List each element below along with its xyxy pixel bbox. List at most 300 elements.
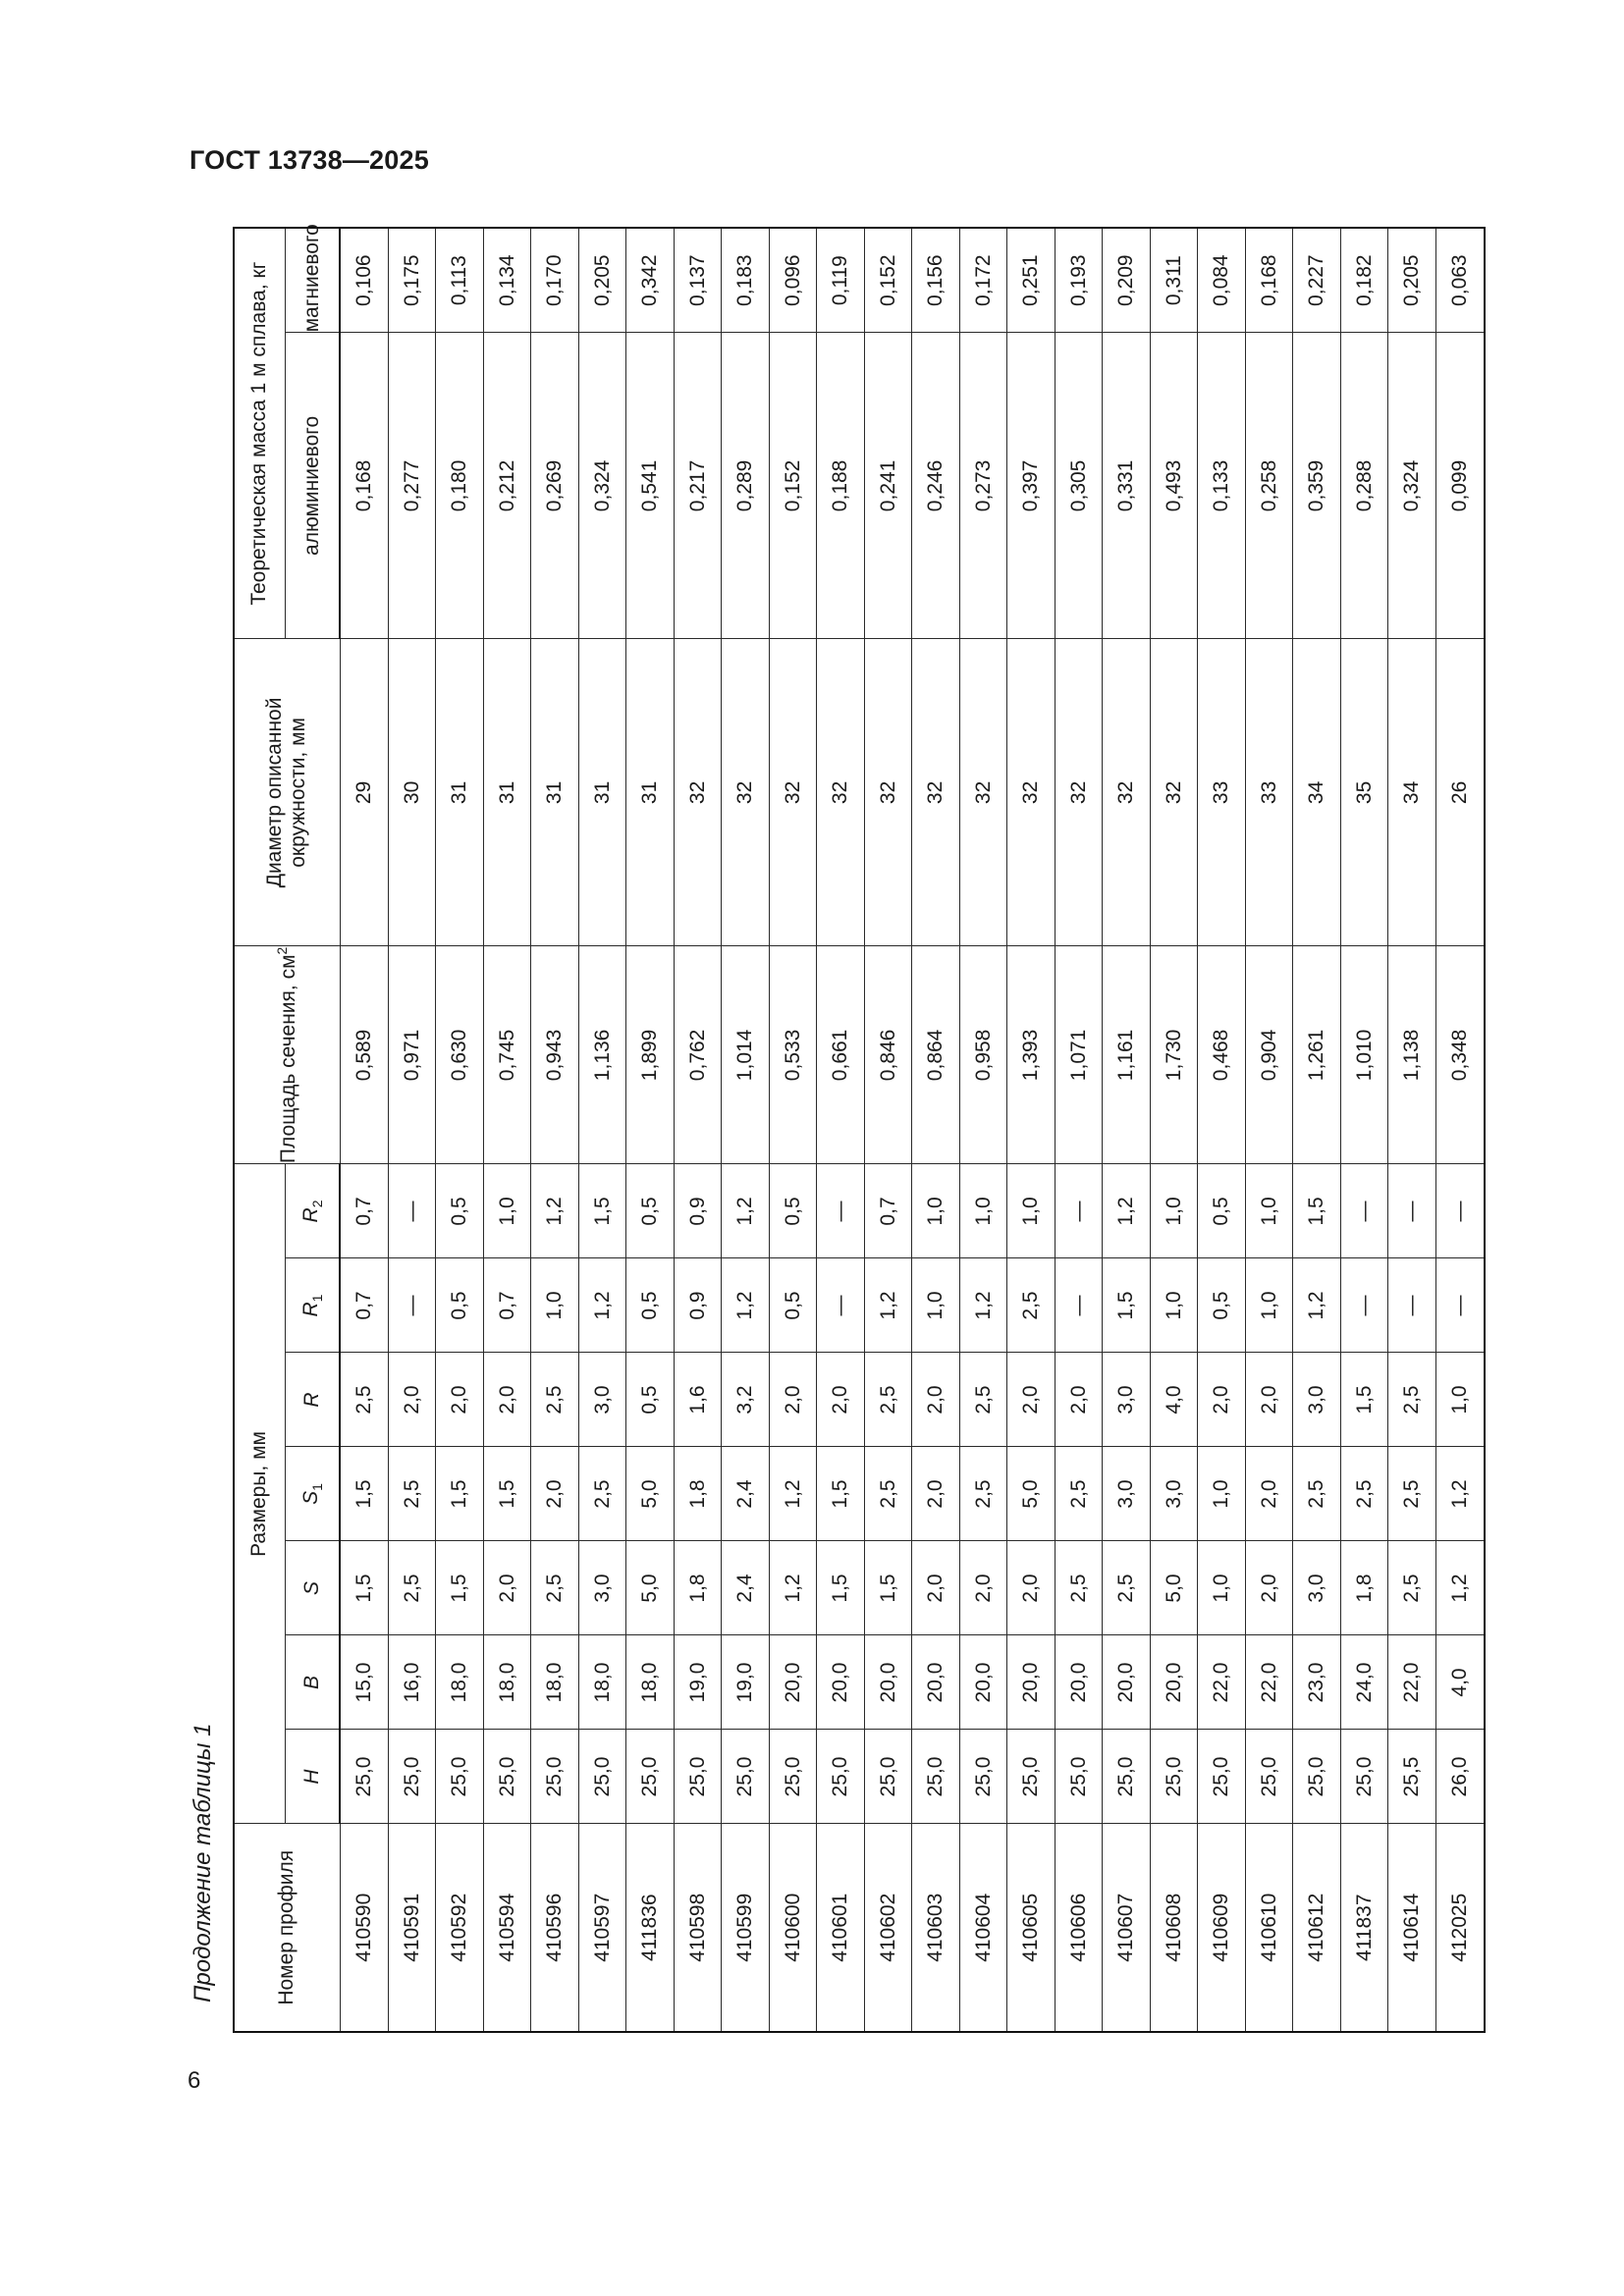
cell-r2: — bbox=[1435, 1164, 1485, 1258]
header-s: S bbox=[285, 1541, 340, 1635]
cell-profile-number: 412025 bbox=[1435, 1824, 1485, 2032]
cell-r2: — bbox=[1388, 1164, 1436, 1258]
cell-profile-number: 410597 bbox=[578, 1824, 626, 2032]
cell-diameter: 32 bbox=[722, 639, 770, 946]
cell-r1: 0,5 bbox=[1198, 1258, 1246, 1353]
cell-r1: 1,2 bbox=[864, 1258, 912, 1353]
cell-diameter: 32 bbox=[1150, 639, 1198, 946]
cell-s: 1,2 bbox=[769, 1541, 817, 1635]
header-mass: Теоретическая масса 1 м сплава, кг bbox=[234, 228, 285, 639]
table-row bbox=[817, 228, 865, 2032]
table-body bbox=[340, 228, 1485, 2032]
cell-r2: 1,5 bbox=[1293, 1164, 1341, 1258]
cell-b: 22,0 bbox=[1198, 1635, 1246, 1730]
cell-b: 16,0 bbox=[388, 1635, 436, 1730]
cell-s1: 1,2 bbox=[1435, 1447, 1485, 1541]
cell-s1: 2,5 bbox=[1340, 1447, 1388, 1541]
cell-r1: 0,9 bbox=[674, 1258, 722, 1353]
cell-h: 25,0 bbox=[1150, 1730, 1198, 1824]
cell-h: 25,0 bbox=[1245, 1730, 1293, 1824]
cell-profile-number: 410600 bbox=[769, 1824, 817, 2032]
cell-s1: 1,8 bbox=[674, 1447, 722, 1541]
cell-r1: 1,0 bbox=[531, 1258, 579, 1353]
cell-s: 2,5 bbox=[388, 1541, 436, 1635]
cell-h: 25,0 bbox=[578, 1730, 626, 1824]
cell-b: 20,0 bbox=[769, 1635, 817, 1730]
cell-diameter: 32 bbox=[674, 639, 722, 946]
table-row bbox=[340, 228, 388, 2032]
cell-mass-aluminium: 0,241 bbox=[864, 333, 912, 639]
cell-mass-magnesium: 0,063 bbox=[1435, 228, 1485, 333]
cell-r: 2,0 bbox=[1245, 1353, 1293, 1447]
cell-r: 3,0 bbox=[1293, 1353, 1341, 1447]
cell-r2: 1,0 bbox=[912, 1164, 960, 1258]
cell-r2: 1,2 bbox=[531, 1164, 579, 1258]
cell-mass-magnesium: 0,152 bbox=[864, 228, 912, 333]
cell-area: 1,730 bbox=[1150, 946, 1198, 1164]
document-title: ГОСТ 13738—2025 bbox=[189, 145, 429, 175]
cell-r2: — bbox=[1340, 1164, 1388, 1258]
cell-b: 15,0 bbox=[340, 1635, 388, 1730]
cell-diameter: 33 bbox=[1198, 639, 1246, 946]
cell-r1: 1,2 bbox=[722, 1258, 770, 1353]
header-diameter: Диаметр описанной окружности, мм bbox=[234, 639, 340, 946]
cell-profile-number: 410605 bbox=[1007, 1824, 1056, 2032]
cell-mass-magnesium: 0,205 bbox=[1388, 228, 1436, 333]
cell-r: 2,0 bbox=[388, 1353, 436, 1447]
cell-profile-number: 410610 bbox=[1245, 1824, 1293, 2032]
cell-r: 2,0 bbox=[1198, 1353, 1246, 1447]
table-row bbox=[578, 228, 626, 2032]
rotated-table-wrapper bbox=[233, 224, 1486, 2033]
cell-s: 2,4 bbox=[722, 1541, 770, 1635]
cell-area: 0,904 bbox=[1245, 946, 1293, 1164]
cell-h: 25,0 bbox=[1007, 1730, 1056, 1824]
header-r2: $R_2$ bbox=[285, 1164, 340, 1258]
header-sizes: Размеры, мм bbox=[234, 1164, 285, 1824]
cell-profile-number: 410601 bbox=[817, 1824, 865, 2032]
cell-s: 5,0 bbox=[1150, 1541, 1198, 1635]
cell-s1: 1,5 bbox=[817, 1447, 865, 1541]
cell-mass-aluminium: 0,541 bbox=[626, 333, 675, 639]
cell-area: 0,846 bbox=[864, 946, 912, 1164]
table-row bbox=[388, 228, 436, 2032]
cell-diameter: 31 bbox=[436, 639, 484, 946]
cell-r: 2,0 bbox=[436, 1353, 484, 1447]
cell-r1: 1,2 bbox=[578, 1258, 626, 1353]
cell-diameter: 31 bbox=[483, 639, 531, 946]
cell-r2: — bbox=[817, 1164, 865, 1258]
table-row bbox=[864, 228, 912, 2032]
cell-r: 2,0 bbox=[1007, 1353, 1056, 1447]
header-r1: $R_1$ bbox=[285, 1258, 340, 1353]
cell-b: 20,0 bbox=[959, 1635, 1007, 1730]
cell-mass-magnesium: 0,170 bbox=[531, 228, 579, 333]
cell-diameter: 33 bbox=[1245, 639, 1293, 946]
cell-r1: 1,0 bbox=[1150, 1258, 1198, 1353]
table-row bbox=[1055, 228, 1103, 2032]
cell-r: 2,0 bbox=[483, 1353, 531, 1447]
cell-b: 20,0 bbox=[912, 1635, 960, 1730]
cell-mass-magnesium: 0,156 bbox=[912, 228, 960, 333]
cell-diameter: 32 bbox=[1007, 639, 1056, 946]
cell-area: 1,014 bbox=[722, 946, 770, 1164]
cell-b: 19,0 bbox=[722, 1635, 770, 1730]
cell-mass-aluminium: 0,324 bbox=[578, 333, 626, 639]
cell-s: 2,5 bbox=[1055, 1541, 1103, 1635]
cell-area: 1,071 bbox=[1055, 946, 1103, 1164]
cell-h: 25,0 bbox=[769, 1730, 817, 1824]
cell-mass-aluminium: 0,152 bbox=[769, 333, 817, 639]
header-profile-number: Номер профиля bbox=[234, 1824, 340, 2032]
cell-mass-magnesium: 0,172 bbox=[959, 228, 1007, 333]
cell-r1: 1,0 bbox=[912, 1258, 960, 1353]
cell-s: 1,2 bbox=[1435, 1541, 1485, 1635]
cell-r: 2,5 bbox=[1388, 1353, 1436, 1447]
cell-r2: 1,0 bbox=[1245, 1164, 1293, 1258]
cell-s: 1,5 bbox=[864, 1541, 912, 1635]
cell-mass-magnesium: 0,205 bbox=[578, 228, 626, 333]
cell-r: 2,0 bbox=[769, 1353, 817, 1447]
cell-mass-aluminium: 0,133 bbox=[1198, 333, 1246, 639]
cell-b: 18,0 bbox=[578, 1635, 626, 1730]
cell-s1: 2,5 bbox=[578, 1447, 626, 1541]
table-row bbox=[1293, 228, 1341, 2032]
cell-mass-aluminium: 0,277 bbox=[388, 333, 436, 639]
cell-area: 1,899 bbox=[626, 946, 675, 1164]
cell-area: 1,010 bbox=[1340, 946, 1388, 1164]
table-row bbox=[674, 228, 722, 2032]
cell-diameter: 32 bbox=[1055, 639, 1103, 946]
cell-r1: 0,5 bbox=[769, 1258, 817, 1353]
cell-profile-number: 411837 bbox=[1340, 1824, 1388, 2032]
cell-r: 4,0 bbox=[1150, 1353, 1198, 1447]
cell-diameter: 31 bbox=[626, 639, 675, 946]
cell-b: 18,0 bbox=[626, 1635, 675, 1730]
cell-profile-number: 411836 bbox=[626, 1824, 675, 2032]
cell-b: 18,0 bbox=[531, 1635, 579, 1730]
cell-mass-magnesium: 0,137 bbox=[674, 228, 722, 333]
header-h: H bbox=[285, 1730, 340, 1824]
table-row bbox=[531, 228, 579, 2032]
cell-mass-aluminium: 0,180 bbox=[436, 333, 484, 639]
cell-mass-magnesium: 0,134 bbox=[483, 228, 531, 333]
table-row bbox=[1150, 228, 1198, 2032]
cell-r1: 1,5 bbox=[1103, 1258, 1151, 1353]
table-row bbox=[1388, 228, 1436, 2032]
cell-area: 0,943 bbox=[531, 946, 579, 1164]
cell-h: 25,0 bbox=[674, 1730, 722, 1824]
cell-profile-number: 410602 bbox=[864, 1824, 912, 2032]
cell-mass-magnesium: 0,183 bbox=[722, 228, 770, 333]
cell-mass-magnesium: 0,175 bbox=[388, 228, 436, 333]
cell-b: 18,0 bbox=[436, 1635, 484, 1730]
cell-r1: — bbox=[1340, 1258, 1388, 1353]
cell-r: 2,5 bbox=[340, 1353, 388, 1447]
cell-mass-aluminium: 0,288 bbox=[1340, 333, 1388, 639]
cell-r1: — bbox=[388, 1258, 436, 1353]
cell-s: 1,5 bbox=[817, 1541, 865, 1635]
cell-diameter: 32 bbox=[912, 639, 960, 946]
cell-r2: 1,0 bbox=[1007, 1164, 1056, 1258]
cell-mass-aluminium: 0,324 bbox=[1388, 333, 1436, 639]
cell-r2: 0,9 bbox=[674, 1164, 722, 1258]
cell-r1: 0,5 bbox=[436, 1258, 484, 1353]
cell-mass-aluminium: 0,359 bbox=[1293, 333, 1341, 639]
cell-r: 3,0 bbox=[1103, 1353, 1151, 1447]
cell-mass-magnesium: 0,311 bbox=[1150, 228, 1198, 333]
cell-area: 0,745 bbox=[483, 946, 531, 1164]
cell-diameter: 30 bbox=[388, 639, 436, 946]
table-caption: Продолжение таблицы 1 bbox=[189, 1723, 216, 2002]
cell-area: 0,762 bbox=[674, 946, 722, 1164]
cell-mass-aluminium: 0,212 bbox=[483, 333, 531, 639]
cell-mass-aluminium: 0,273 bbox=[959, 333, 1007, 639]
cell-diameter: 35 bbox=[1340, 639, 1388, 946]
cell-b: 20,0 bbox=[1007, 1635, 1056, 1730]
cell-diameter: 32 bbox=[817, 639, 865, 946]
cell-h: 25,0 bbox=[912, 1730, 960, 1824]
cell-s1: 5,0 bbox=[1007, 1447, 1056, 1541]
header-r: R bbox=[285, 1353, 340, 1447]
cell-h: 25,0 bbox=[340, 1730, 388, 1824]
cell-b: 4,0 bbox=[1435, 1635, 1485, 1730]
cell-b: 18,0 bbox=[483, 1635, 531, 1730]
table-row bbox=[959, 228, 1007, 2032]
cell-mass-aluminium: 0,289 bbox=[722, 333, 770, 639]
cell-h: 25,0 bbox=[817, 1730, 865, 1824]
cell-mass-magnesium: 0,106 bbox=[340, 228, 388, 333]
cell-h: 25,0 bbox=[483, 1730, 531, 1824]
cell-h: 25,0 bbox=[388, 1730, 436, 1824]
cell-area: 0,468 bbox=[1198, 946, 1246, 1164]
cell-h: 25,0 bbox=[959, 1730, 1007, 1824]
cell-profile-number: 410603 bbox=[912, 1824, 960, 2032]
cell-r1: — bbox=[1055, 1258, 1103, 1353]
cell-r: 2,5 bbox=[959, 1353, 1007, 1447]
cell-r1: 1,2 bbox=[959, 1258, 1007, 1353]
cell-b: 20,0 bbox=[1103, 1635, 1151, 1730]
cell-profile-number: 410592 bbox=[436, 1824, 484, 2032]
cell-r2: 1,0 bbox=[1150, 1164, 1198, 1258]
cell-mass-aluminium: 0,099 bbox=[1435, 333, 1485, 639]
cell-diameter: 29 bbox=[340, 639, 388, 946]
cell-mass-aluminium: 0,258 bbox=[1245, 333, 1293, 639]
table-row bbox=[912, 228, 960, 2032]
cell-s: 1,8 bbox=[674, 1541, 722, 1635]
cell-s: 2,5 bbox=[1388, 1541, 1436, 1635]
cell-mass-aluminium: 0,246 bbox=[912, 333, 960, 639]
cell-diameter: 32 bbox=[959, 639, 1007, 946]
cell-s: 1,0 bbox=[1198, 1541, 1246, 1635]
table-row bbox=[1340, 228, 1388, 2032]
cell-r1: — bbox=[817, 1258, 865, 1353]
table-row bbox=[722, 228, 770, 2032]
cell-b: 19,0 bbox=[674, 1635, 722, 1730]
cell-r: 2,5 bbox=[531, 1353, 579, 1447]
cell-s: 3,0 bbox=[578, 1541, 626, 1635]
cell-s1: 1,0 bbox=[1198, 1447, 1246, 1541]
cell-r2: 1,0 bbox=[483, 1164, 531, 1258]
cell-s: 1,8 bbox=[1340, 1541, 1388, 1635]
cell-area: 1,261 bbox=[1293, 946, 1341, 1164]
table-row bbox=[1103, 228, 1151, 2032]
cell-b: 20,0 bbox=[1150, 1635, 1198, 1730]
cell-profile-number: 410594 bbox=[483, 1824, 531, 2032]
cell-s: 2,0 bbox=[912, 1541, 960, 1635]
cell-b: 20,0 bbox=[1055, 1635, 1103, 1730]
cell-r1: 2,5 bbox=[1007, 1258, 1056, 1353]
cell-s: 2,5 bbox=[531, 1541, 579, 1635]
cell-area: 1,138 bbox=[1388, 946, 1436, 1164]
table-row bbox=[483, 228, 531, 2032]
cell-profile-number: 410606 bbox=[1055, 1824, 1103, 2032]
cell-profile-number: 410590 bbox=[340, 1824, 388, 2032]
cell-s: 1,5 bbox=[436, 1541, 484, 1635]
cell-b: 23,0 bbox=[1293, 1635, 1341, 1730]
cell-s: 2,5 bbox=[1103, 1541, 1151, 1635]
cell-s1: 5,0 bbox=[626, 1447, 675, 1541]
cell-area: 0,533 bbox=[769, 946, 817, 1164]
cell-profile-number: 410608 bbox=[1150, 1824, 1198, 2032]
cell-area: 0,661 bbox=[817, 946, 865, 1164]
cell-s: 1,5 bbox=[340, 1541, 388, 1635]
cell-mass-aluminium: 0,269 bbox=[531, 333, 579, 639]
cell-diameter: 26 bbox=[1435, 639, 1485, 946]
cell-r2: 0,7 bbox=[864, 1164, 912, 1258]
cell-h: 25,0 bbox=[1293, 1730, 1341, 1824]
cell-mass-magnesium: 0,193 bbox=[1055, 228, 1103, 333]
cell-s: 5,0 bbox=[626, 1541, 675, 1635]
cell-s1: 2,0 bbox=[531, 1447, 579, 1541]
cell-h: 25,0 bbox=[1198, 1730, 1246, 1824]
cell-profile-number: 410598 bbox=[674, 1824, 722, 2032]
cell-h: 25,5 bbox=[1388, 1730, 1436, 1824]
cell-h: 25,0 bbox=[531, 1730, 579, 1824]
cell-profile-number: 410596 bbox=[531, 1824, 579, 2032]
cell-s1: 1,2 bbox=[769, 1447, 817, 1541]
cell-r2: 0,5 bbox=[626, 1164, 675, 1258]
cell-h: 25,0 bbox=[626, 1730, 675, 1824]
cell-mass-aluminium: 0,168 bbox=[340, 333, 388, 639]
cell-r2: 0,5 bbox=[436, 1164, 484, 1258]
cell-mass-magnesium: 0,209 bbox=[1103, 228, 1151, 333]
cell-mass-magnesium: 0,251 bbox=[1007, 228, 1056, 333]
cell-b: 22,0 bbox=[1245, 1635, 1293, 1730]
cell-area: 0,348 bbox=[1435, 946, 1485, 1164]
cell-s: 2,0 bbox=[1245, 1541, 1293, 1635]
cell-s1: 3,0 bbox=[1150, 1447, 1198, 1541]
cell-r: 2,0 bbox=[817, 1353, 865, 1447]
cell-r1: — bbox=[1435, 1258, 1485, 1353]
cell-area: 1,393 bbox=[1007, 946, 1056, 1164]
cell-profile-number: 410599 bbox=[722, 1824, 770, 2032]
cell-r1: 1,2 bbox=[1293, 1258, 1341, 1353]
cell-r: 3,0 bbox=[578, 1353, 626, 1447]
cell-s1: 1,5 bbox=[436, 1447, 484, 1541]
cell-profile-number: 410604 bbox=[959, 1824, 1007, 2032]
cell-r: 1,6 bbox=[674, 1353, 722, 1447]
cell-diameter: 34 bbox=[1293, 639, 1341, 946]
header-area: Площадь сечения, $см^2$ bbox=[234, 946, 340, 1164]
cell-r2: 1,5 bbox=[578, 1164, 626, 1258]
cell-diameter: 32 bbox=[1103, 639, 1151, 946]
cell-profile-number: 410591 bbox=[388, 1824, 436, 2032]
cell-r: 3,2 bbox=[722, 1353, 770, 1447]
cell-r: 2,0 bbox=[912, 1353, 960, 1447]
cell-profile-number: 410607 bbox=[1103, 1824, 1151, 2032]
header-mass-aluminium: алюминиевого bbox=[285, 333, 340, 639]
cell-s1: 2,5 bbox=[864, 1447, 912, 1541]
cell-profile-number: 410614 bbox=[1388, 1824, 1436, 2032]
cell-area: 0,864 bbox=[912, 946, 960, 1164]
cell-mass-magnesium: 0,096 bbox=[769, 228, 817, 333]
header-s1: $S_1$ bbox=[285, 1447, 340, 1541]
cell-mass-aluminium: 0,188 bbox=[817, 333, 865, 639]
cell-r1: 0,7 bbox=[340, 1258, 388, 1353]
cell-profile-number: 410609 bbox=[1198, 1824, 1246, 2032]
cell-r1: 1,0 bbox=[1245, 1258, 1293, 1353]
cell-s1: 2,0 bbox=[912, 1447, 960, 1541]
table-row bbox=[1007, 228, 1056, 2032]
cell-h: 25,0 bbox=[1103, 1730, 1151, 1824]
cell-mass-magnesium: 0,168 bbox=[1245, 228, 1293, 333]
cell-b: 22,0 bbox=[1388, 1635, 1436, 1730]
header-mass-magnesium: магниевого bbox=[285, 228, 340, 333]
cell-r2: 1,2 bbox=[1103, 1164, 1151, 1258]
cell-s: 3,0 bbox=[1293, 1541, 1341, 1635]
table-row bbox=[1198, 228, 1246, 2032]
cell-r: 1,0 bbox=[1435, 1353, 1485, 1447]
cell-diameter: 32 bbox=[769, 639, 817, 946]
table-row bbox=[1245, 228, 1293, 2032]
cell-area: 0,589 bbox=[340, 946, 388, 1164]
cell-r2: 0,7 bbox=[340, 1164, 388, 1258]
cell-s1: 1,5 bbox=[340, 1447, 388, 1541]
cell-r: 0,5 bbox=[626, 1353, 675, 1447]
cell-mass-magnesium: 0,119 bbox=[817, 228, 865, 333]
cell-s1: 2,5 bbox=[959, 1447, 1007, 1541]
cell-h: 26,0 bbox=[1435, 1730, 1485, 1824]
cell-mass-magnesium: 0,227 bbox=[1293, 228, 1341, 333]
header-b: B bbox=[285, 1635, 340, 1730]
cell-area: 1,161 bbox=[1103, 946, 1151, 1164]
cell-r2: 1,2 bbox=[722, 1164, 770, 1258]
cell-mass-aluminium: 0,493 bbox=[1150, 333, 1198, 639]
cell-r2: 0,5 bbox=[1198, 1164, 1246, 1258]
cell-r2: — bbox=[388, 1164, 436, 1258]
cell-s: 2,0 bbox=[959, 1541, 1007, 1635]
cell-area: 0,958 bbox=[959, 946, 1007, 1164]
cell-r2: — bbox=[1055, 1164, 1103, 1258]
cell-r2: 1,0 bbox=[959, 1164, 1007, 1258]
cell-b: 20,0 bbox=[817, 1635, 865, 1730]
cell-h: 25,0 bbox=[436, 1730, 484, 1824]
cell-mass-magnesium: 0,113 bbox=[436, 228, 484, 333]
cell-r: 2,5 bbox=[864, 1353, 912, 1447]
cell-s1: 2,5 bbox=[1388, 1447, 1436, 1541]
cell-r1: — bbox=[1388, 1258, 1436, 1353]
cell-r1: 0,5 bbox=[626, 1258, 675, 1353]
cell-s1: 1,5 bbox=[483, 1447, 531, 1541]
table-row bbox=[436, 228, 484, 2032]
cell-s1: 3,0 bbox=[1103, 1447, 1151, 1541]
cell-r2: 0,5 bbox=[769, 1164, 817, 1258]
cell-b: 24,0 bbox=[1340, 1635, 1388, 1730]
cell-mass-magnesium: 0,342 bbox=[626, 228, 675, 333]
page-number: 6 bbox=[188, 2067, 201, 2094]
cell-diameter: 31 bbox=[531, 639, 579, 946]
